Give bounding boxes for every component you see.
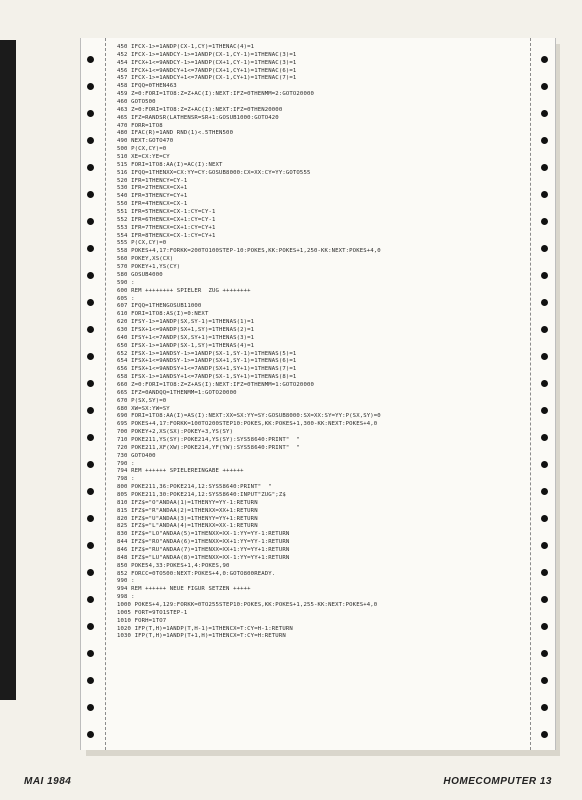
code-line: 516 IFQQ=1THENXX=CX:YY=CY:GOSUB8000:CX=XX:CY=YY:GOTO555 [117,169,311,176]
code-line: 1005 FORT=9TO1STEP-1 [117,609,188,616]
code-line: 1020 IFP(T,H)=1ANDP(T,H-1)=1THENCX=T:CY=H-1:RETURN [117,625,293,632]
sprocket-hole [541,461,548,468]
code-line: 815 IFZ$="R"ANDAA(2)=1THENXX=XX+1:RETURN [117,507,258,514]
code-line: 1000 POKES+4,129:FORKK=0TO255STEP10:POKES,KK:POKES+1,255-KK:NEXT:POKES+4,0 [117,602,378,609]
sprocket-hole [87,164,94,171]
printout-paper [80,38,556,750]
sprocket-hole [541,704,548,711]
scan-edge-bar [0,40,16,700]
sprocket-hole [541,110,548,117]
code-line: 580 GOSUB4000 [117,271,163,278]
sprocket-hole [87,353,94,360]
sprocket-hole [541,191,548,198]
code-line: 457 IFCX-1>=1ANDCY+1<=7ANDP(CX-1,CY+1)=1THENAC(7)=1 [117,75,297,82]
sprocket-hole [87,110,94,117]
code-line: 660 Z=0:FORI=1TO8:Z=Z+AS(I):NEXT:IFZ=0THENMM=1:GOTO20000 [117,381,314,388]
sprocket-hole [87,569,94,576]
code-line: 460 GOTO500 [117,99,156,106]
code-line: 690 FORI=1TO8:AA(I)=AS(I):NEXT:XX=SX:YY=SY:GOSUB8000:SX=XX:SY=YY:P(SX,SY)=0 [117,413,381,420]
code-line: 846 IFZ$="RU"ANDAA(7)=1THENXX=XX+1:YY=YY+1:RETURN [117,547,290,553]
sprocket-hole [541,245,548,252]
code-line: 550 IFR=4THENCX=CX-1 [117,201,188,208]
right-sprocket-holes [535,38,555,750]
sprocket-hole [87,542,94,549]
code-line: 555 P(CX,CY)=0 [117,240,167,247]
sprocket-hole [541,623,548,630]
code-line: 994 REM ++++++ NEUE FIGUR SETZEN +++++ [117,586,251,593]
code-line: 990 : [117,578,135,585]
sprocket-hole [87,218,94,225]
footer-date: MAI 1984 [24,776,72,787]
sprocket-hole [87,623,94,630]
sprocket-hole [87,191,94,198]
code-line: 530 IFR=2THENCX=CX+1 [117,185,188,192]
sprocket-hole [87,731,94,738]
code-line: 458 IFQQ=0THEN463 [117,83,177,90]
code-line: 794 REM ++++++ SPIELEREINGABE ++++++ [117,468,244,475]
code-line: 720 POKE211,XF(XW):POKE214,YF(YW):SYS58640:PRINT" " [117,444,300,451]
sprocket-hole [541,407,548,414]
code-line: 630 IFSX+1<=9ANDP(SX+1,SY)=1THENAS(2)=1 [117,326,255,333]
sprocket-hole [87,650,94,657]
code-line: 470 FORR=1TO8 [117,122,163,129]
sprocket-hole [541,677,548,684]
sprocket-hole [541,272,548,279]
code-line: 680 XW=SX:YW=SY [117,405,170,412]
sprocket-hole [87,137,94,144]
sprocket-hole [87,56,94,63]
sprocket-hole [87,245,94,252]
code-line: 656 IFSX+1<=9ANDSY+1<=7ANDP(SX+1,SY+1)=1THENAS(7)=1 [117,366,297,373]
sprocket-hole [541,137,548,144]
code-line: 695 POKES+4,17:FORKK=100TO200STEP10:POKES,KK:POKES+1,300-KK:NEXT:POKES+4,0 [117,421,378,428]
code-line: 465 IFZ=RANDSR(LATHENSR=SR+1:GOSUB1000:GOTO420 [117,114,279,121]
code-line: 620 IFSY-1>=1ANDP(SX,SY-1)=1THENAS(1)=1 [117,319,255,326]
code-line: 607 IFQQ=1THENGOSUB11000 [117,303,202,310]
left-perforation [105,38,106,750]
code-line: 490 NEXT:GOTO470 [117,138,174,145]
sprocket-hole [541,56,548,63]
code-line: 480 IFAC(R)=1AND RND(1)<.5THEN500 [117,130,234,137]
code-line: 553 IFR=7THENCX=CX+1:CY=CY+1 [117,224,216,231]
sprocket-hole [87,326,94,333]
code-line: 510 XE=CX:YE=CY [117,154,170,161]
code-line: 551 IFR=5THENCX=CX-1:CY=CY-1 [117,209,216,216]
sprocket-hole [87,596,94,603]
left-sprocket-holes [81,38,101,750]
sprocket-hole [87,83,94,90]
code-line: 452 IFCX-1>=1ANDCY-1>=1ANDP(CX-1,CY-1)=1THENAC(3)=1 [117,51,297,58]
code-line: 848 IFZ$="LU"ANDAA(8)=1THENXX=XX-1:YY=YY+1:RETURN [117,554,290,561]
sprocket-hole [541,380,548,387]
code-line: 459 Z=0:FORI=1TO8:Z=Z+AC(I):NEXT:IFZ=0THENMM=2:GOTO20000 [117,91,314,98]
code-line: 830 IFZ$="LO"ANDAA(5)=1THENXX=XX-1:YY=YY-1:RETURN [117,531,290,538]
code-line: 710 POKE211,YS(SY):POKE214,YS(SY):SYS58640:PRINT" " [117,436,300,443]
code-line: 560 POKEY,XS(CX) [117,256,174,263]
code-line: 558 POKES+4,17:FORKK=200TO100STEP-10:POKES,KK:POKES+1,250-KK:NEXT:POKES+4,0 [117,248,381,255]
sprocket-hole [87,515,94,522]
sprocket-hole [87,488,94,495]
code-line: 600 REM ++++++++ SPIELER ZUG ++++++++ [117,287,251,294]
code-line: 640 IFSY+1<=7ANDP(SX,SY+1)=1THENAS(3)=1 [117,334,255,341]
sprocket-hole [541,488,548,495]
code-line: 554 IFR=8THENCX=CX-1:CY=CY+1 [117,232,216,239]
code-line: 520 IFR=1THENCY=CY-1 [117,177,188,184]
code-line: 700 POKEY+2,XS(SX):POKEY+3,YS(SY) [117,429,234,436]
code-line: 665 IFZ=0ANDQQ=1THENMM=1:GOTO20000 [117,389,237,396]
code-line: 500 P(CX,CY)=0 [117,146,167,153]
basic-listing [117,44,537,641]
code-line: 610 FORI=1TO8:AS(I)=0:NEXT [117,311,209,318]
code-line: 540 IFR=3THENCY=CY+1 [117,193,188,200]
code-line: 844 IFZ$="RO"ANDAA(6)=1THENXX=XX+1:YY=YY-1:RETURN [117,539,290,546]
sprocket-hole [541,731,548,738]
code-line: 552 IFR=6THENCX=CX+1:CY=CY-1 [117,216,216,223]
code-line: 825 IFZ$="L"ANDAA(4)=1THENXX=XX-1:RETURN [117,523,258,530]
sprocket-hole [541,596,548,603]
sprocket-hole [87,704,94,711]
sprocket-hole [541,515,548,522]
code-line: 570 POKEY+1,YS(CY) [117,264,181,271]
sprocket-hole [541,164,548,171]
footer-magazine-page: HOMECOMPUTER 13 [443,776,552,787]
code-line: 515 FORI=1TO8:AA(I)=AC(I):NEXT [117,161,223,168]
code-line: 998 : [117,594,135,601]
code-line: 652 IFSX-1>=1ANDSY-1>=1ANDP(SX-1,SY-1)=1THENAS(5)=1 [117,350,297,357]
code-line: 820 IFZ$="U"ANDAA(3)=1THENYY=YY+1:RETURN [117,515,258,522]
sprocket-hole [541,353,548,360]
code-line: 590 : [117,279,135,286]
code-line: 852 FORCC=0TO500:NEXT:POKES+4,0:GOTO800READY. [117,570,276,577]
code-line: 605 : [117,295,135,302]
sprocket-hole [541,299,548,306]
code-line: 654 IFSX+1<=9ANDSY-1>=1ANDP(SX+1,SY-1)=1THENAS(6)=1 [117,358,297,365]
code-line: 454 IFCX+1<=9ANDCY-1>=1ANDP(CX+1,CY-1)=1THENAC(3)=1 [117,59,297,66]
code-line: 850 POKE54,33:POKES+1,4:POKES,90 [117,562,230,569]
code-line: 790 : [117,460,135,467]
sprocket-hole [87,299,94,306]
code-line: 456 IFCX+1<=9ANDCY+1<=7ANDP(CX+1,CY+1)=1THENAC(6)=1 [117,67,297,74]
sprocket-hole [87,380,94,387]
sprocket-hole [87,461,94,468]
code-line: 450 IFCX-1>=1ANDP(CX-1,CY)=1THENAC(4)=1 [117,44,255,50]
code-line: 730 GOTO400 [117,452,156,459]
sprocket-hole [541,650,548,657]
code-line: 798 : [117,476,135,483]
code-line: 1030 IFP(T,H)=1ANDP(T+1,H)=1THENCX=T:CY=H:RETURN [117,633,286,640]
sprocket-hole [87,272,94,279]
sprocket-hole [87,407,94,414]
code-line: 650 IFSX-1>=1ANDP(SX-1,SY)=1THENAS(4)=1 [117,342,255,349]
sprocket-hole [87,677,94,684]
code-line: 805 POKE211,30:POKE214,12:SYS58640:INPUT"ZUG";Z$ [117,491,286,498]
sprocket-hole [541,434,548,441]
sprocket-hole [541,542,548,549]
sprocket-hole [87,434,94,441]
sprocket-hole [541,326,548,333]
code-line: 658 IFSX-1>=1ANDSY+1<=7ANDP(SX-1,SY+1)=1THENAS(8)=1 [117,374,297,381]
sprocket-hole [541,83,548,90]
code-line: 800 POKE211,36:POKE214,12:SYS58640:PRINT" " [117,484,272,491]
code-line: 810 IFZ$="O"ANDAA(1)=1THENYY=YY-1:RETURN [117,499,258,506]
sprocket-hole [541,569,548,576]
code-line: 1010 FORH=1TO7 [117,617,167,624]
code-line: 463 Z=0:FORI=1TO8:Z=Z+AC(I):NEXT:IFZ=0THEN20000 [117,106,283,113]
sprocket-hole [541,218,548,225]
code-line: 670 P(SX,SY)=0 [117,397,167,404]
